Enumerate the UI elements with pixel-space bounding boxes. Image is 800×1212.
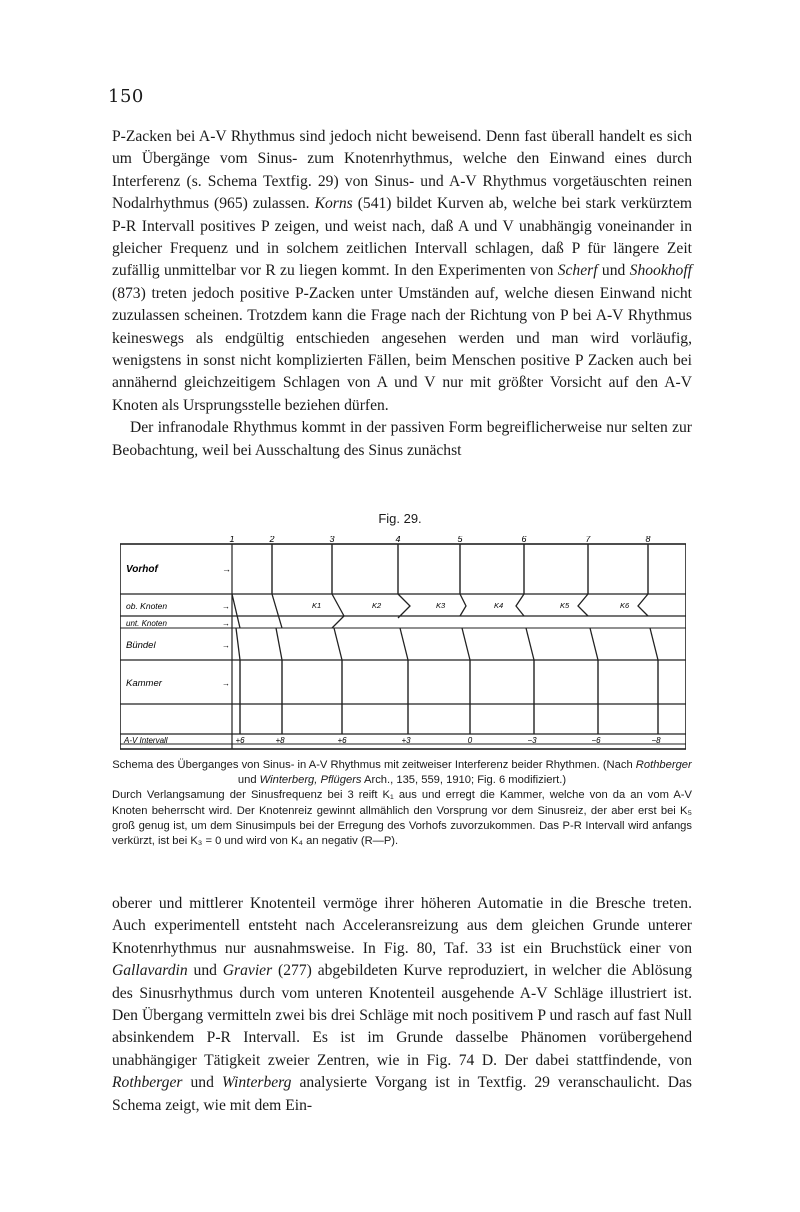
column-number: 1 — [229, 536, 235, 544]
caption-author: Rothberger — [635, 759, 692, 771]
page-number: 150 — [108, 86, 144, 107]
caption-source — [112, 758, 692, 788]
text-span: P-Zacken bei A-V Rhythmus sind jedoch nicht beweisend. Denn fast überall handelt es sich um Übergänge vom Sinus- zum Knotenrhythmus, welche den Einwand eines durch Interferenz (s. Schema Textfig. 29) von Sinus- und A-V Rhythmus vorgetäuschten reinen Nodalrhythmus (965) zulassen. — [112, 128, 692, 213]
row-label-ob-knoten: ob. Knoten — [126, 601, 168, 611]
column-number: 5 — [457, 536, 463, 544]
node-conduction — [232, 594, 648, 628]
text-span: und — [182, 1074, 222, 1092]
interval-value: −3 — [527, 736, 537, 745]
row-label-av-interval: A-V Intervall — [124, 736, 168, 745]
caption-description: Durch Verlangsamung der Sinusfrequenz bei 3 reift K₁ aus und erregt die Kammer, welche von da an vom A-V Knoten beherrscht wird. Der Knotenreiz gewinnt allmählich den Vorsprung vor dem Sinusreiz, der aber erst bei K₅ groß genug ist, um dem Sinusimpuls bei der Erregung des Vorhofs zuvorzukommen. Das P-R Intervall wird anfangs verkürzt, ist bei K₃ = 0 und wird von K₄ an negativ (R—P). — [112, 789, 692, 848]
vorhof-beats — [272, 544, 648, 594]
paragraph-3 — [112, 893, 692, 1117]
k-label: K2 — [372, 601, 382, 610]
row-label-buendel: Bündel — [126, 640, 156, 651]
arrow-icon: → — [222, 619, 230, 628]
k-label: K4 — [494, 601, 504, 610]
k-label: K1 — [312, 601, 322, 610]
author-gravier: Gravier — [222, 962, 273, 980]
arrow-icon: → — [222, 679, 230, 688]
row-label-vorhof: Vorhof — [126, 564, 158, 575]
kammer-beats — [240, 660, 658, 734]
column-number: 3 — [329, 536, 335, 544]
author-scherf: Scherf — [557, 262, 598, 280]
column-number: 6 — [521, 536, 527, 544]
row-label-unt-knoten: unt. Knoten — [126, 619, 167, 628]
arrow-icon: → — [222, 641, 230, 650]
bundle-conduction — [236, 628, 658, 660]
interval-value: +6 — [337, 736, 347, 745]
caption-text: und — [237, 774, 260, 787]
figure-caption — [112, 758, 692, 849]
interval-value: −8 — [651, 736, 661, 745]
interval-value: −6 — [591, 736, 601, 745]
text-span: (873) treten jedoch positive P-Zacken unter Umständen auf, welche diesen Einwand nicht zuzulassen scheinen. Trotzdem kann die Frage nach der Richtung von P bei A-V Rhythmus keineswegs als endgültig entschieden angesehen werden und man wird vorläufig, wenigstens in sonst nicht komplizierten Fällen, beim Menschen positive P Zacken auch bei annähernd gleichzeitigem Schlagen von A und V nur mit größter Vorsicht auf den A-V Knoten als Ursprungsstelle beziehen dürfen. — [112, 284, 692, 414]
diagram-frame — [120, 544, 686, 749]
column-number: 2 — [269, 536, 275, 544]
author-gallavardin: Gallavardin — [112, 962, 188, 980]
caption-text: Schema des Überganges von Sinus- in A-V Rhythmus mit zeitweiser Interferenz beider Rhythmen. (Nach — [112, 759, 636, 771]
text-span: (541) bildet Kurven ab, welche bei stark verkürztem P-R Intervall positives P zeigen, und weist nach, daß A und V unabhängig voneinander in gleicher Frequenz und in solchem zeitlichen Intervall schlagen, daß P für längere Zeit zufällig unmittelbar vor R zu liegen kommt. In den Experimenten von — [112, 195, 692, 280]
k-label: K5 — [560, 601, 570, 610]
interval-value: +6 — [235, 736, 245, 745]
text-span: und — [597, 262, 630, 280]
schema-diagram — [120, 536, 686, 752]
text-span: und — [187, 962, 223, 980]
k-label: K6 — [620, 601, 630, 610]
row-label-kammer: Kammer — [126, 678, 162, 689]
k-label: K3 — [436, 601, 446, 610]
text-span: analysierte Vorgang ist in Textfig. 29 veranschaulicht. Das Schema zeigt, wie mit dem Ein- — [112, 1074, 692, 1114]
author-shookhoff: Shookhoff — [629, 262, 693, 280]
author-korns: Korns — [314, 195, 353, 213]
arrow-icon: → — [222, 602, 230, 611]
text-span: (277) abgebildeten Kurve reproduziert, in welcher die Ablösung des Sinusrhythmus durch vom unteren Knotenteil ausgehende A-V Schläge illustriert ist. Den Übergang vermitteln zwei bis drei Schläge mit noch positivem P und rasch auf fast Null absinkendem P-R Intervall. Es ist im Grunde dasselbe Phänomen vorübergehend unabhängiger Tätigkeit zweier Zentren, wie in Fig. 74 D. Der dabei stattfindende, von — [112, 962, 692, 1069]
interval-value: +3 — [401, 736, 411, 745]
arrow-icon: → — [222, 564, 231, 574]
interval-value: +8 — [275, 736, 285, 745]
column-number: 8 — [645, 536, 651, 544]
caption-author: Winterberg, Pflügers — [259, 774, 362, 787]
text-span: oberer und mittlerer Knotenteil vermöge ihrer höheren Automatie in die Bresche treten. Auch experimentell entsteht nach Acceleransreizung aus dem gleichen Grunde unterer Knotenrhythmus nur ausnahmsweise. In Fig. 80, Taf. 33 ist ein Bruchstück einer von — [112, 895, 692, 957]
paragraph-2-start: Der infranodale Rhythmus kommt in der passiven Form begreiflicherweise nur selten zur Beobachtung, weil bei Ausschaltung des Sinus zunächst — [112, 419, 692, 459]
column-number: 7 — [585, 536, 591, 544]
author-winterberg: Winterberg — [221, 1074, 292, 1092]
figure-label: Fig. 29. — [378, 511, 422, 526]
caption-text: Arch., 135, 559, 1910; Fig. 6 modifiziert.) — [361, 774, 567, 787]
figure-29-schema — [120, 536, 686, 752]
author-rothberger: Rothberger — [112, 1074, 183, 1092]
column-number: 4 — [395, 536, 401, 544]
interval-value: 0 — [467, 736, 473, 745]
paragraph-1 — [112, 126, 692, 462]
